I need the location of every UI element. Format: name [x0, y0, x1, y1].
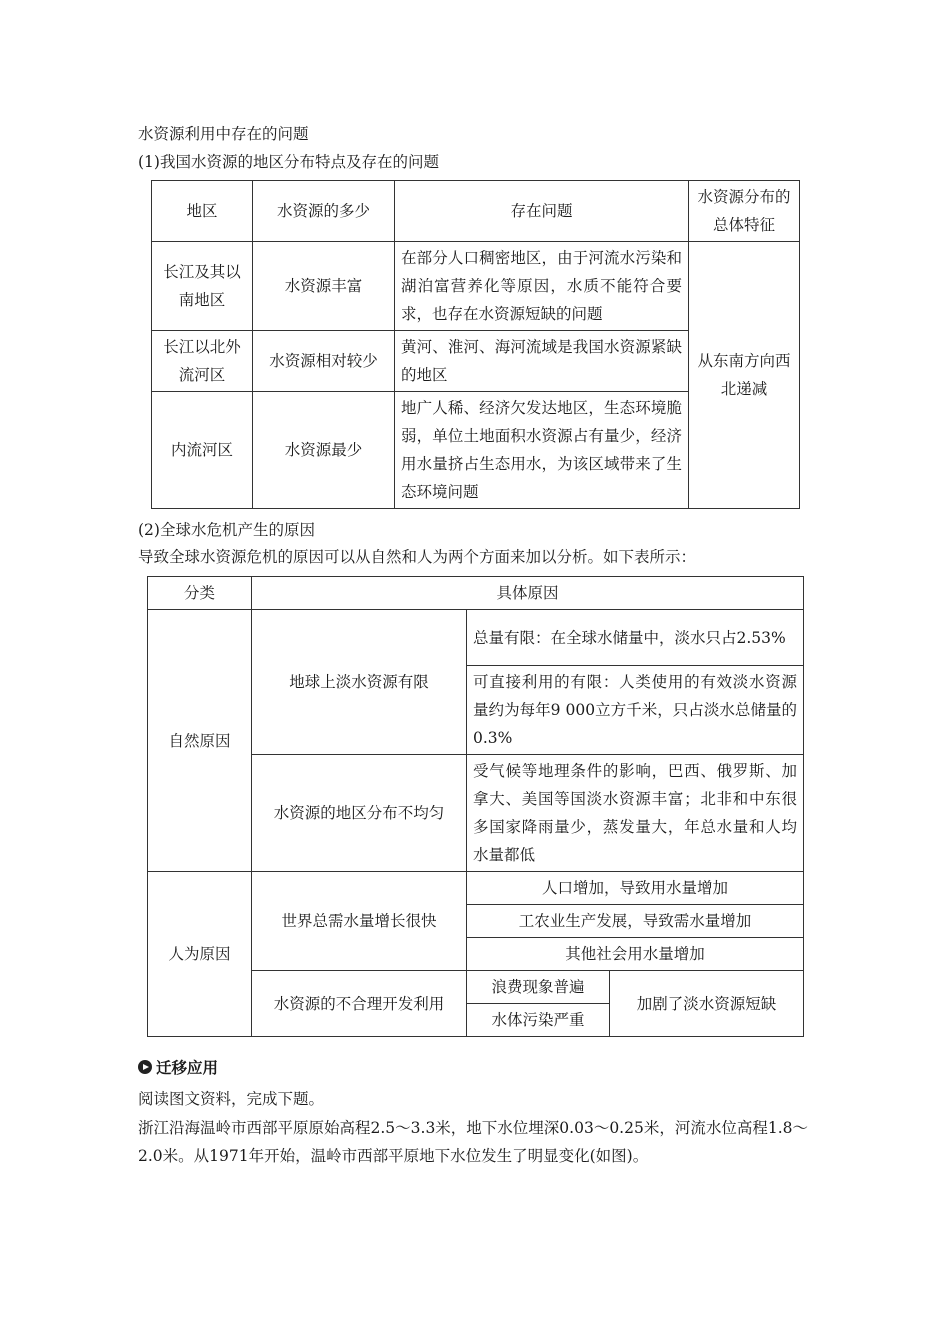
irrational-item: 水体污染严重: [467, 1004, 610, 1037]
demand-item: 其他社会用水量增加: [467, 938, 804, 971]
application-intro: 阅读图文资料，完成下题。: [138, 1090, 325, 1108]
problem-cell: 地广人稀、经济欠发达地区，生态环境脆弱，单位土地面积水资源占有量少，经济用水量挤占生态用水，为该区域带来了生态环境问题: [395, 392, 689, 509]
limited-freshwater: 地球上淡水资源有限: [252, 610, 467, 755]
demand-growth: 世界总需水量增长很快: [252, 872, 467, 971]
region-cell: 长江及其以南地区: [152, 242, 253, 331]
section-heading: 水资源利用中存在的问题: [138, 125, 309, 143]
limited-total-cell: 总量有限：在全球水储量中，淡水只占2.53%: [467, 610, 804, 666]
amount-cell: 水资源丰富: [253, 242, 395, 331]
part2-title: (2)全球水危机产生的原因: [138, 521, 315, 539]
limited-usable-cell: 可直接利用的有限：人类使用的有效淡水资源量约为每年9 000立方千米，只占淡水总储量的0.3%: [467, 666, 804, 755]
irrational-item: 浪费现象普遍: [467, 971, 610, 1004]
region-cell: 内流河区: [152, 392, 253, 509]
uneven-distribution: 水资源的地区分布不均匀: [252, 755, 467, 872]
application-heading: [138, 1056, 218, 1078]
overall-cell: 从东南方向西北递减: [689, 242, 800, 509]
natural-category: 自然原因: [148, 610, 252, 872]
play-icon: [138, 1060, 152, 1074]
header-region: 地区: [152, 181, 253, 242]
table-row: [152, 242, 800, 331]
demand-item: 人口增加，导致用水量增加: [467, 872, 804, 905]
irrational-use: 水资源的不合理开发利用: [252, 971, 467, 1037]
header-overall: 水资源分布的总体特征: [689, 181, 800, 242]
uneven-detail-cell: 受气候等地理条件的影响，巴西、俄罗斯、加拿大、美国等国淡水资源丰富；北非和中东很多国家降雨量少，蒸发量大，年总水量和人均水量都低: [467, 755, 804, 872]
header-amount: 水资源的多少: [253, 181, 395, 242]
irrational-result: 加剧了淡水资源短缺: [610, 971, 804, 1037]
problem-cell: 黄河、淮河、海河流域是我国水资源紧缺的地区: [395, 331, 689, 392]
table-header-row: [152, 181, 800, 242]
header-reason: 具体原因: [252, 577, 804, 610]
amount-cell: 水资源最少: [253, 392, 395, 509]
amount-cell: 水资源相对较少: [253, 331, 395, 392]
table-header-row: [148, 577, 804, 610]
application-paragraph: 浙江沿海温岭市西部平原原始高程2.5～3.3米，地下水位埋深0.03～0.25米，河流水位高程1.8～2.0米。从1971年开始，温岭市西部平原地下水位发生了明显变化(如图)。: [138, 1119, 808, 1165]
table-row: [148, 610, 804, 666]
problem-cell: 在部分人口稠密地区，由于河流水污染和湖泊富营养化等原因，水质不能符合要求，也存在水资源短缺的问题: [395, 242, 689, 331]
header-category: 分类: [148, 577, 252, 610]
part1-title: (1)我国水资源的地区分布特点及存在的问题: [138, 153, 439, 171]
human-category: 人为原因: [148, 872, 252, 1037]
global-crisis-table: [147, 576, 804, 1037]
header-problem: 存在问题: [395, 181, 689, 242]
demand-item: 工农业生产发展，导致需水量增加: [467, 905, 804, 938]
application-title: 迁移应用: [156, 1059, 219, 1077]
china-water-table: [151, 180, 800, 509]
table-row: [148, 872, 804, 905]
region-cell: 长江以北外流河区: [152, 331, 253, 392]
part2-intro: 导致全球水资源危机的原因可以从自然和人为两个方面来加以分析。如下表所示：: [138, 548, 697, 566]
